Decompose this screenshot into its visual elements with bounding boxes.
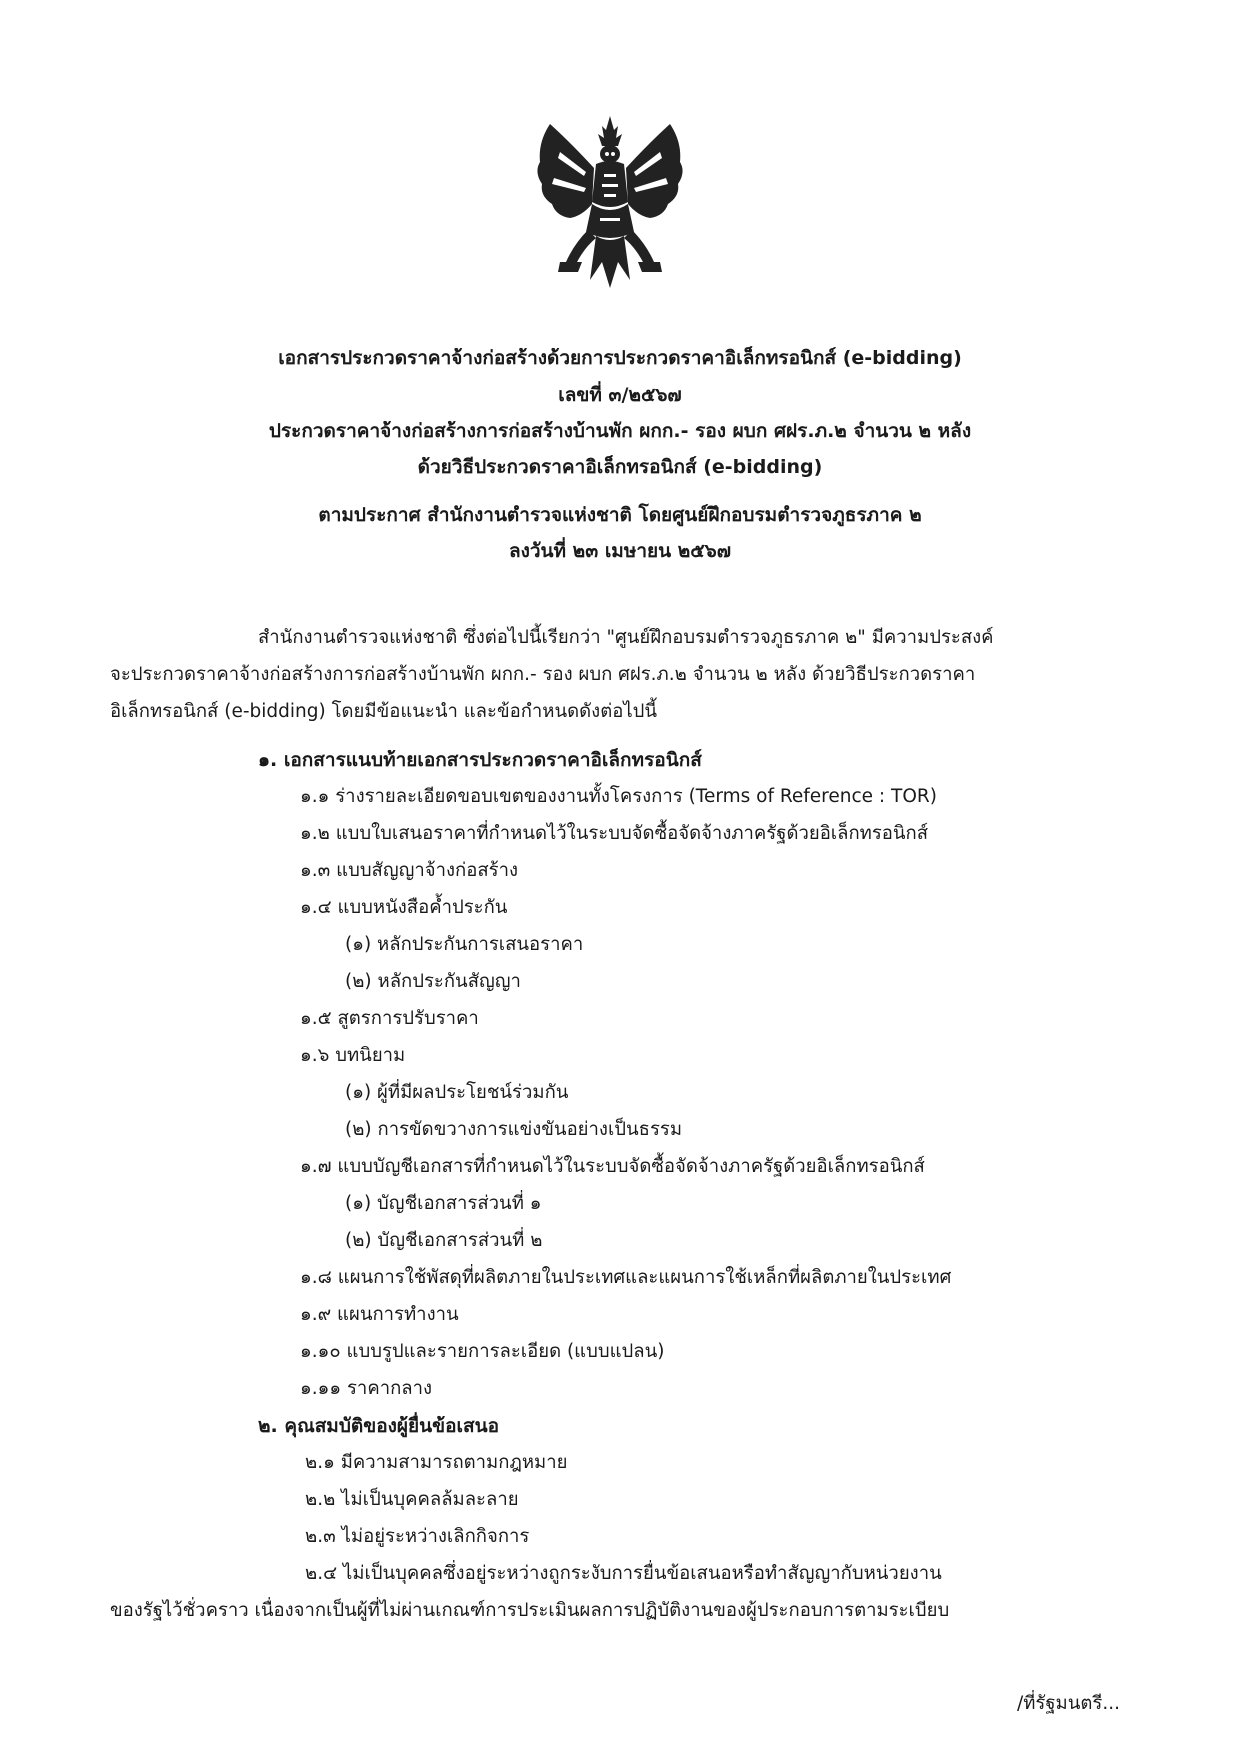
- list-item: ๑.๒ แบบใบเสนอราคาที่กำหนดไว้ในระบบจัดซื้อจัดจ้างภาครัฐด้วยอิเล็กทรอนิกส์: [300, 823, 929, 844]
- list-item: ๑.๗ แบบบัญชีเอกสารที่กำหนดไว้ในระบบจัดซื้อจัดจ้างภาครัฐด้วยอิเล็กทรอนิกส์: [300, 1156, 925, 1177]
- list-item: ๑.๔ แบบหนังสือค้ำประกัน: [300, 897, 508, 918]
- list-item: ๑.๑๑ ราคากลาง: [300, 1378, 433, 1399]
- list-item: ๑.๓ แบบสัญญาจ้างก่อสร้าง: [300, 860, 518, 881]
- document-method: ด้วยวิธีประกวดราคาอิเล็กทรอนิกส์ (e-bidding): [417, 456, 823, 478]
- section-2-title: ๒. คุณสมบัติของผู้ยื่นข้อเสนอ: [258, 1415, 500, 1437]
- list-item: ๑.๑๐ แบบรูปและรายการละเอียด (แบบแปลน): [300, 1341, 665, 1362]
- list-item: ๒.๔ ไม่เป็นบุคคลซึ่งอยู่ระหว่างถูกระงับการยื่นข้อเสนอหรือทำสัญญากับหน่วยงาน: [305, 1563, 942, 1584]
- announcement-date: ลงวันที่ ๒๓ เมษายน ๒๕๖๗: [508, 540, 732, 562]
- intro-line-1: สำนักงานตำรวจแห่งชาติ ซึ่งต่อไปนี้เรียกว่า "ศูนย์ฝึกอบรมตำรวจภูธรภาค ๒" มีความประสงค์: [258, 627, 994, 648]
- list-item: ๒.๓ ไม่อยู่ระหว่างเลิกกิจการ: [305, 1526, 530, 1547]
- announcement-line: ตามประกาศ สำนักงานตำรวจแห่งชาติ โดยศูนย์ฝึกอบรมตำรวจภูธรภาค ๒: [318, 504, 922, 526]
- list-item-continuation: ของรัฐไว้ชั่วคราว เนื่องจากเป็นผู้ที่ไม่ผ่านเกณฑ์การประเมินผลการปฏิบัติงานของผู้ประกอบการตามระเบียบ: [110, 1600, 950, 1621]
- document-subject: ประกวดราคาจ้างก่อสร้างการก่อสร้างบ้านพัก ผกก.- รอง ผบก ศฝร.ภ.๒ จำนวน ๒ หลัง: [268, 420, 972, 442]
- list-item: ๒.๒ ไม่เป็นบุคคลล้มละลาย: [305, 1489, 519, 1510]
- list-item: ๑.๖ บทนิยาม: [300, 1045, 406, 1066]
- list-item: ๑.๕ สูตรการปรับราคา: [300, 1008, 479, 1029]
- list-subitem: (๑) ผู้ที่มีผลประโยชน์ร่วมกัน: [345, 1082, 569, 1103]
- intro-line-2: จะประกวดราคาจ้างก่อสร้างการก่อสร้างบ้านพัก ผกก.- รอง ผบก ศฝร.ภ.๒ จำนวน ๒ หลัง ด้วยวิธีประกวดราคา: [110, 664, 976, 685]
- garuda-emblem-icon: [530, 112, 690, 292]
- list-subitem: (๑) หลักประกันการเสนอราคา: [345, 934, 584, 955]
- continued-marker: /ที่รัฐมนตรี...: [1016, 1693, 1120, 1714]
- document-number: เลขที่ ๓/๒๕๖๗: [558, 384, 682, 406]
- intro-line-3: อิเล็กทรอนิกส์ (e-bidding) โดยมีข้อแนะนำ และข้อกำหนดดังต่อไปนี้: [110, 701, 658, 722]
- list-subitem: (๑) บัญชีเอกสารส่วนที่ ๑: [345, 1193, 542, 1214]
- list-item: ๑.๘ แผนการใช้พัสดุที่ผลิตภายในประเทศและแผนการใช้เหล็กที่ผลิตภายในประเทศ: [300, 1267, 952, 1288]
- document-title: เอกสารประกวดราคาจ้างก่อสร้างด้วยการประกวดราคาอิเล็กทรอนิกส์ (e-bidding): [278, 347, 962, 369]
- list-subitem: (๒) หลักประกันสัญญา: [345, 971, 521, 992]
- list-subitem: (๒) บัญชีเอกสารส่วนที่ ๒: [345, 1230, 543, 1251]
- section-1-title: ๑. เอกสารแนบท้ายเอกสารประกวดราคาอิเล็กทรอนิกส์: [258, 749, 702, 771]
- list-item: ๒.๑ มีความสามารถตามกฎหมาย: [305, 1452, 568, 1473]
- list-item: ๑.๑ ร่างรายละเอียดขอบเขตของงานทั้งโครงการ (Terms of Reference : TOR): [300, 786, 937, 807]
- list-subitem: (๒) การขัดขวางการแข่งขันอย่างเป็นธรรม: [345, 1119, 683, 1140]
- list-item: ๑.๙ แผนการทำงาน: [300, 1304, 459, 1325]
